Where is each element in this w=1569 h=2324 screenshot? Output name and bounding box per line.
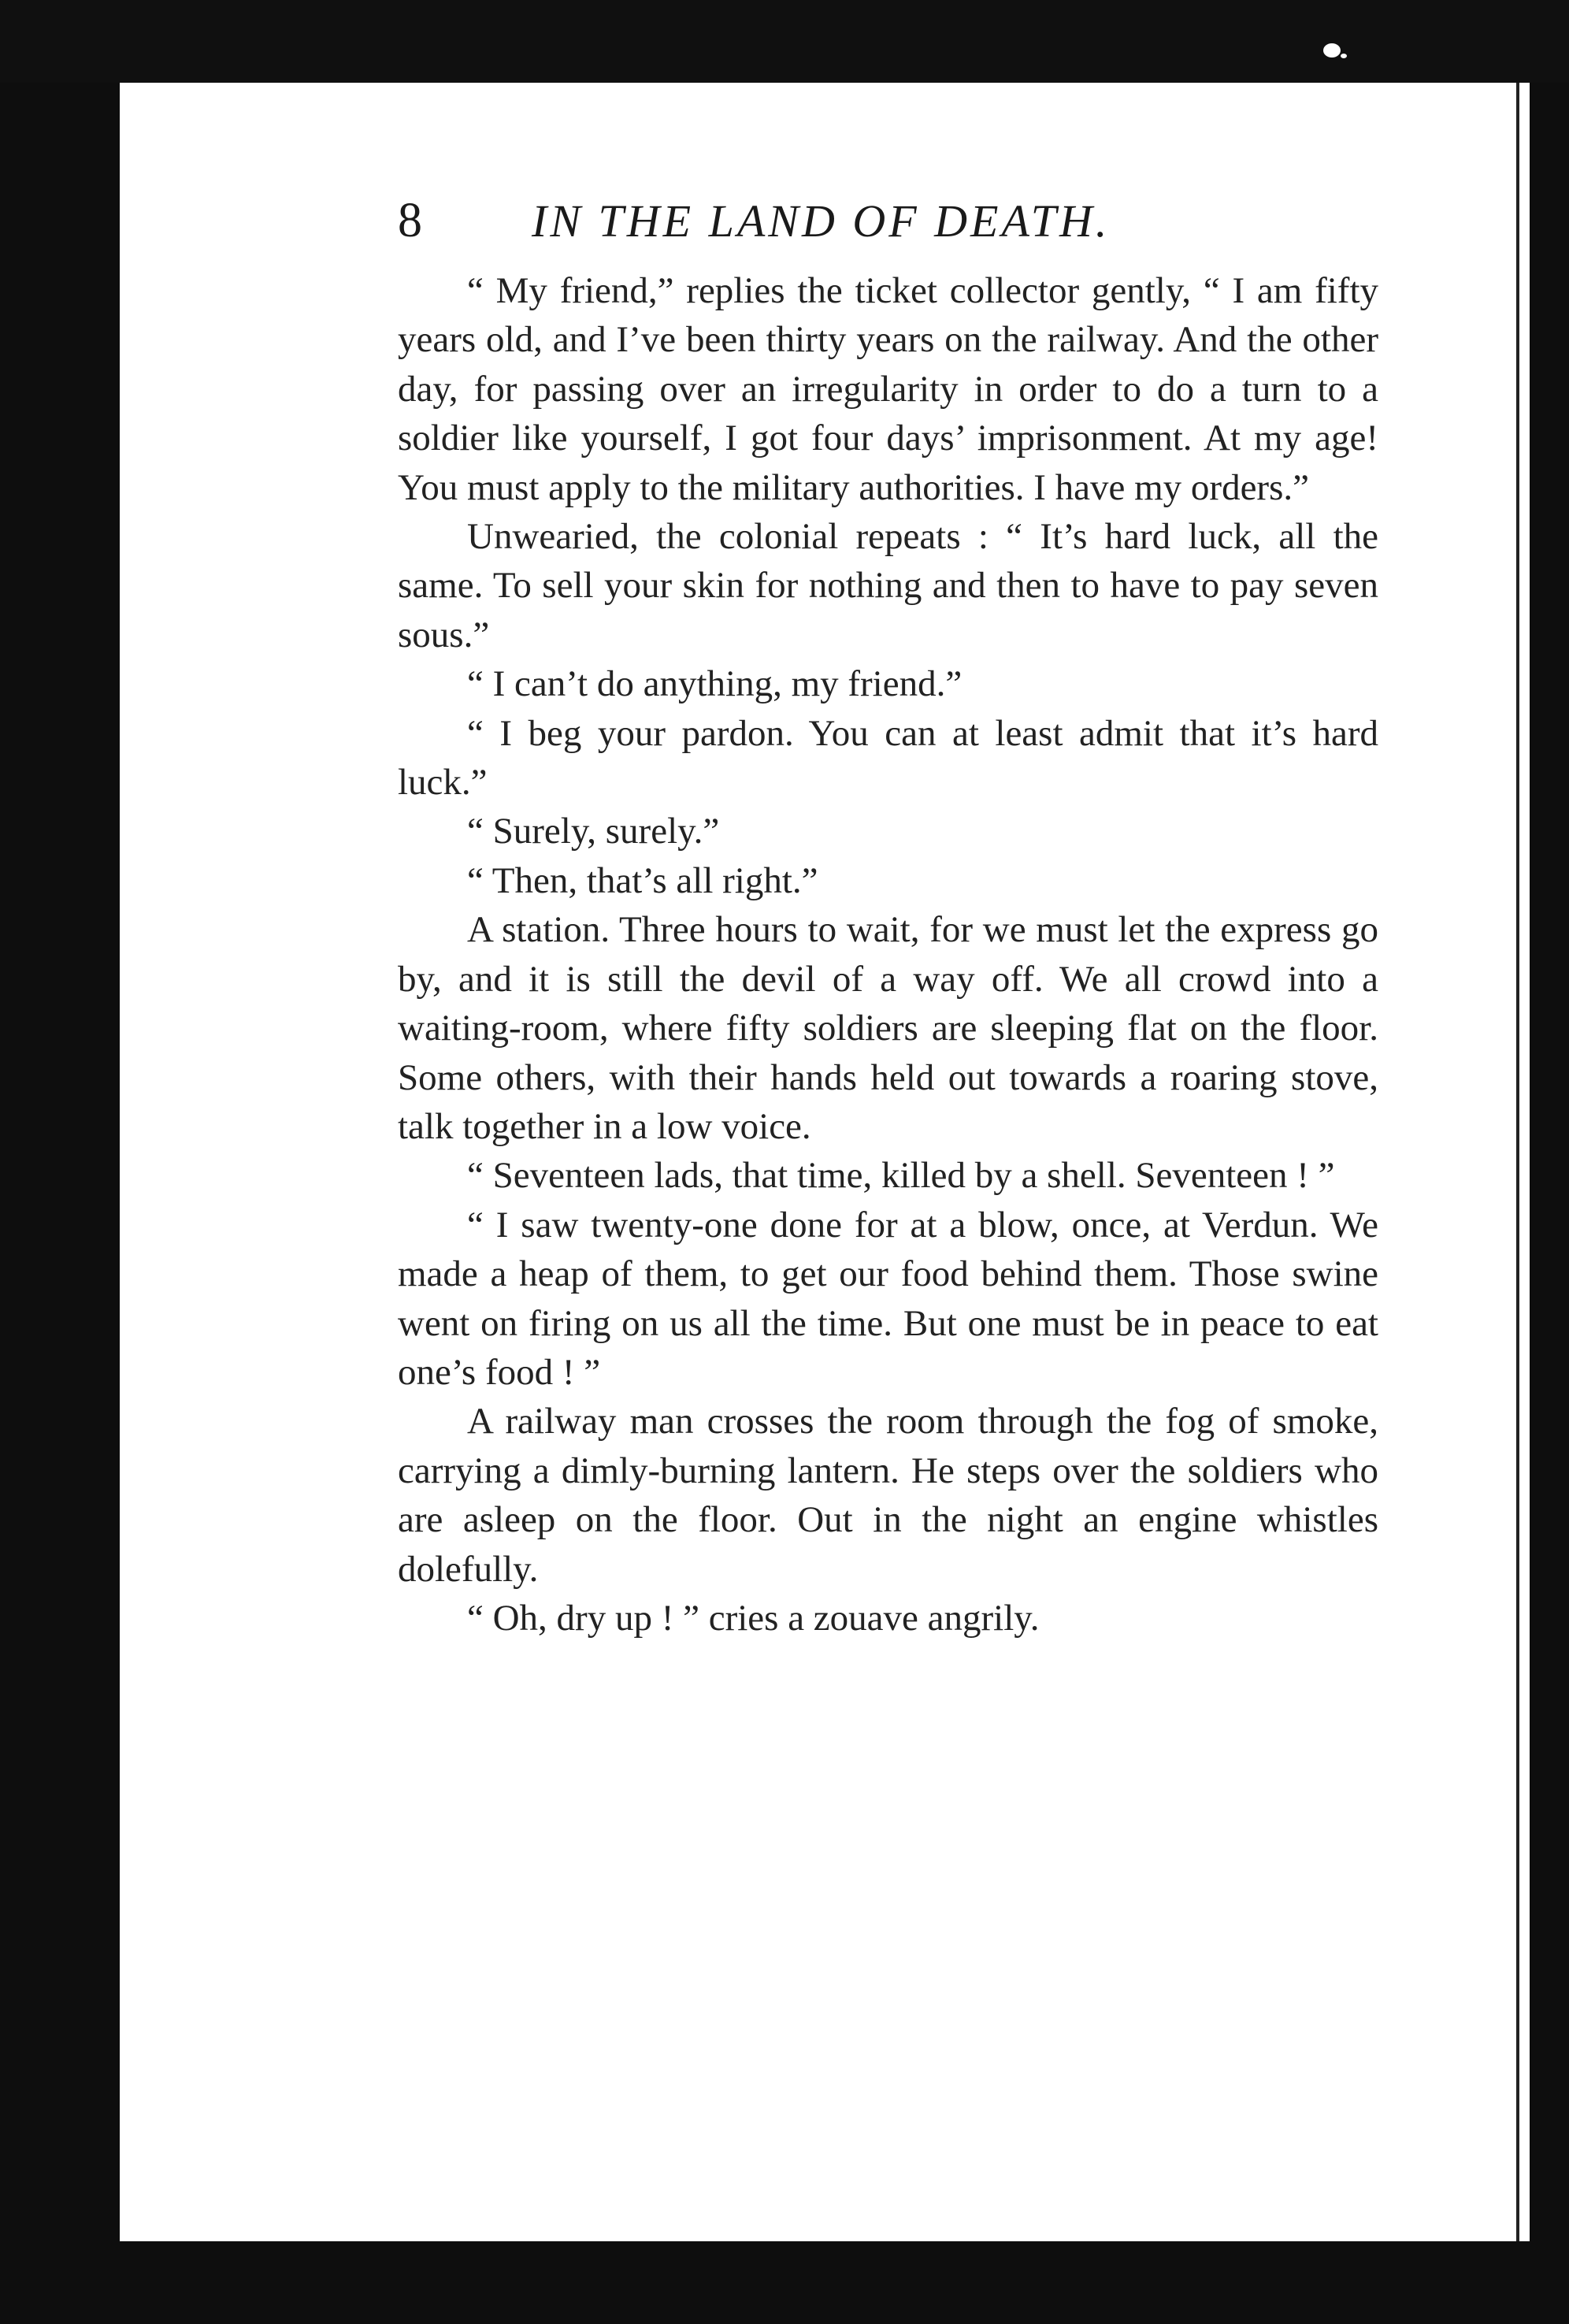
page-fold-line [1516,83,1519,2241]
paragraph: A railway man crosses the room through the fog of smoke, carrying a dimly-burning lantern. He steps over the soldiers who are asleep on the floor. Out in the night an engine whistles dolefully. [398,1401,1378,1590]
paragraph: Unwearied, the colonial repeats : “ It’s hard luck, all the same. To sell your skin for nothing and then to have to pay seven sous.” [398,516,1378,655]
paragraph: “ I saw twenty-one done for at a blow, once, at Verdun. We made a heap of them, to get our food behind them. Those swine went on firing on us all the time. But one must be in peace to eat one’s food ! ” [398,1204,1378,1393]
body-text [398,266,1378,1643]
paragraph: “ I can’t do anything, my friend.” [467,663,963,705]
paragraph: “ Surely, surely.” [467,811,720,852]
paragraph: “ Seventeen lads, that time, killed by a shell. Seventeen ! ” [467,1155,1335,1197]
page-number: 8 [398,194,422,247]
paragraph: “ My friend,” replies the ticket collector gently, “ I am fifty years old, and I’ve been thirty years on the railway. And the other day, for passing over an irregularity in order to do a turn to a soldier like yourself, I got four days’ imprisonment. At my age! You must apply to the military authorities. I have my orders.” [398,270,1378,508]
scan-speck [1341,54,1347,58]
paragraph: “ I beg your pardon. You can at least admit that it’s hard luck.” [398,712,1378,804]
paragraph: A station. Three hours to wait, for we must let the express go by, and it is still the devil of a way off. We all crowd into a waiting-room, where fifty soldiers are sleeping flat on the floor. Some others, with their hands held out towards a roaring stove, talk together in a low voice. [398,909,1378,1147]
page-header [398,193,1378,256]
paragraph: “ Oh, dry up ! ” cries a zouave angrily. [467,1597,1040,1639]
scan-speck [1323,43,1341,58]
scan-border-top [0,0,1569,83]
paragraph: “ Then, that’s all right.” [467,859,818,901]
running-title: IN THE LAND OF DEATH. [532,195,1111,247]
